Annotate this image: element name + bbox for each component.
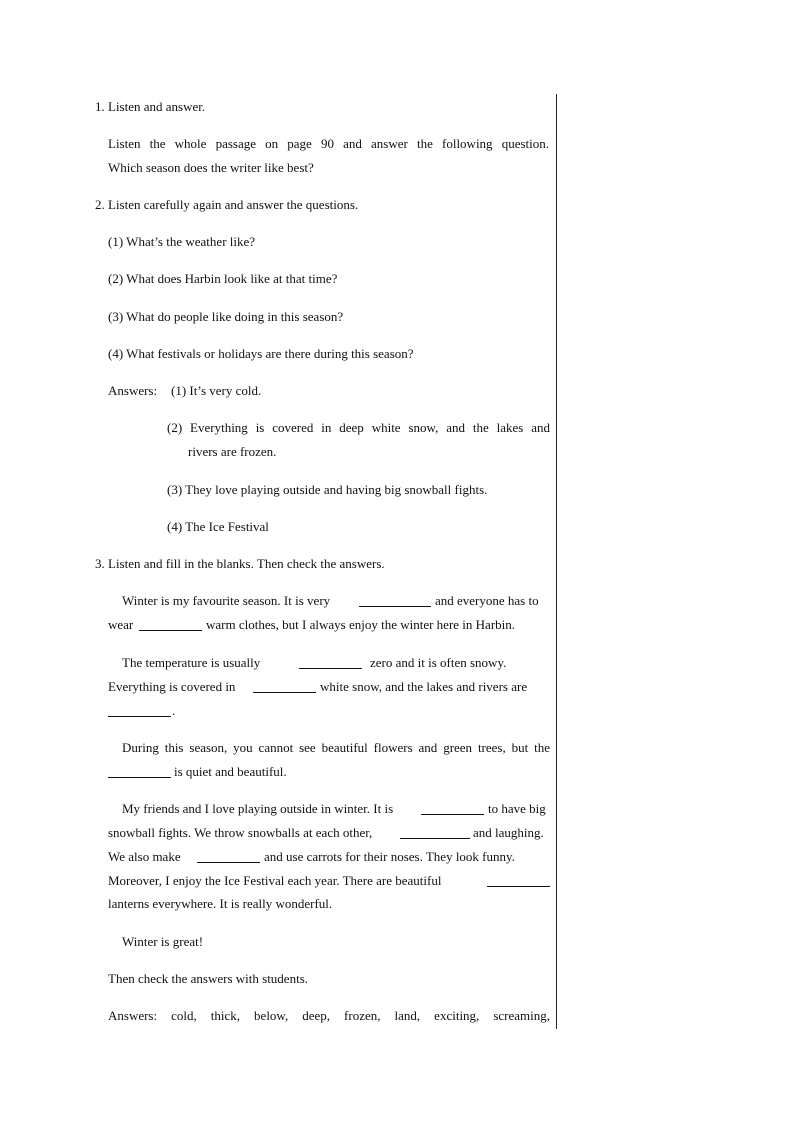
q2-answer-1: (1) It’s very cold.	[171, 383, 262, 398]
p1-line2-b: warm clothes, but I always enjoy the winter here in Harbin.	[206, 617, 516, 632]
q2-heading: 2. Listen carefully again and answer the questions.	[95, 197, 359, 212]
p3-line2-b: is quiet and beautiful.	[174, 764, 287, 779]
q3-heading: 3. Listen and fill in the blanks. Then check the answers.	[95, 556, 385, 571]
p4-line3-b: and use carrots for their noses. They look funny.	[264, 849, 515, 864]
p4-line1-a: My friends and I love playing outside in winter. It is	[122, 801, 394, 816]
p2-line2-a: Everything is covered in	[108, 679, 236, 694]
q1-line2: Which season does the writer like best?	[108, 160, 314, 175]
p4-line2-b: and laughing.	[473, 825, 544, 840]
blank-4[interactable]	[253, 680, 316, 693]
blank-8[interactable]	[400, 826, 470, 839]
p3-line1: During this season, you cannot see beautiful flowers and green trees, but the	[122, 740, 550, 755]
p1-line2-a: wear	[108, 617, 134, 632]
p4-line5: lanterns everywhere. It is really wonderful.	[108, 896, 333, 911]
blank-2[interactable]	[139, 618, 202, 631]
q3-check-line: Then check the answers with students.	[108, 971, 309, 986]
q2-question-2: (2) What does Harbin look like at that time?	[108, 271, 338, 286]
p4-line2-a: snowball fights. We throw snowballs at each other,	[108, 825, 373, 840]
blank-5[interactable]	[108, 704, 171, 717]
p2-line3-end: .	[172, 703, 176, 718]
blank-9[interactable]	[197, 850, 260, 863]
q2-question-3: (3) What do people like doing in this season?	[108, 309, 344, 324]
p2-line1-b: zero and it is often snowy.	[370, 655, 507, 670]
vertical-divider	[556, 94, 557, 1029]
blank-6[interactable]	[108, 765, 171, 778]
q2-answers-label: Answers:	[108, 383, 158, 398]
q2-answer-4: (4) The Ice Festival	[167, 519, 269, 534]
q2-question-1: (1) What’s the weather like?	[108, 234, 256, 249]
q1-heading: 1. Listen and answer.	[95, 99, 206, 114]
blank-1[interactable]	[359, 594, 431, 607]
q3-answers-line: Answers: cold, thick, below, deep, frozen, land, exciting, screaming,	[108, 1008, 550, 1023]
p2-line1-a: The temperature is usually	[122, 655, 261, 670]
q2-answer-2: (2) Everything is covered in deep white snow, and the lakes and	[167, 420, 550, 435]
q2-answer-2-cont: rivers are frozen.	[188, 444, 277, 459]
blank-7[interactable]	[421, 802, 484, 815]
p1-line1-b: and everyone has to	[435, 593, 539, 608]
q1-line1: Listen the whole passage on page 90 and answer the following question.	[108, 136, 549, 151]
q2-question-4: (4) What festivals or holidays are there during this season?	[108, 346, 414, 361]
p5-line: Winter is great!	[122, 934, 204, 949]
p4-line1-b: to have big	[488, 801, 546, 816]
q2-answer-3: (3) They love playing outside and having big snowball fights.	[167, 482, 488, 497]
p1-line1-a: Winter is my favourite season. It is very	[122, 593, 331, 608]
p2-line2-b: white snow, and the lakes and rivers are	[320, 679, 528, 694]
p4-line4-a: Moreover, I enjoy the Ice Festival each year. There are beautiful	[108, 873, 442, 888]
blank-3[interactable]	[299, 656, 362, 669]
p4-line3-a: We also make	[108, 849, 181, 864]
blank-10[interactable]	[487, 874, 550, 887]
